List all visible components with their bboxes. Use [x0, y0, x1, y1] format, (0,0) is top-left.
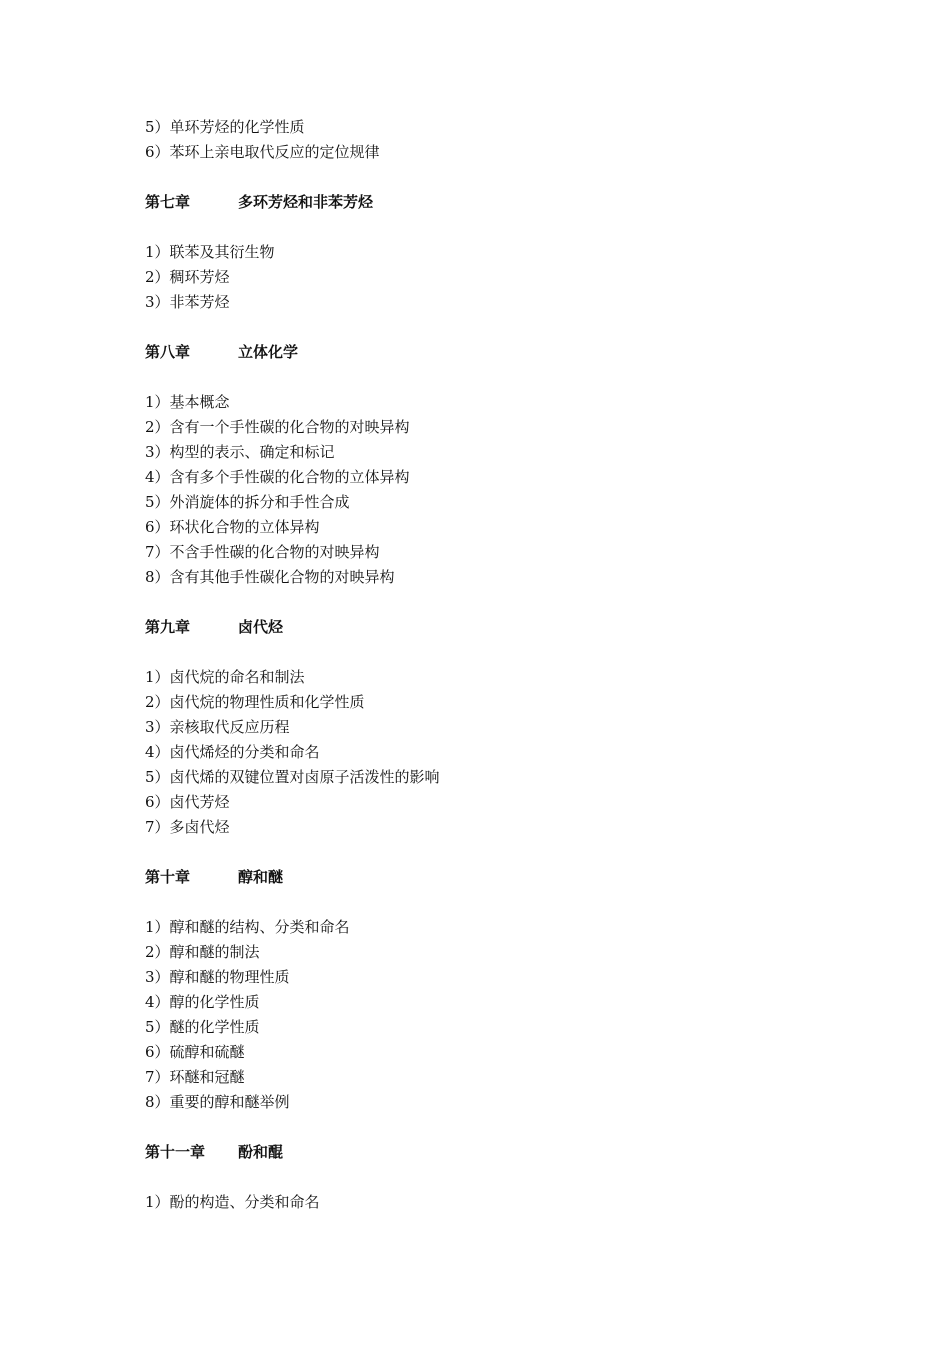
chapter-number: 第八章 — [145, 343, 191, 361]
list-item: 8）含有其他手性碳化合物的对映异构 — [145, 568, 395, 586]
list-item: 7）不含手性碳的化合物的对映异构 — [145, 543, 380, 561]
chapter-number: 第九章 — [145, 618, 191, 636]
list-item: 6）苯环上亲电取代反应的定位规律 — [145, 143, 380, 161]
chapter-title: 醇和醚 — [238, 868, 284, 886]
chapter-number: 第十章 — [145, 868, 191, 886]
list-item: 6）环状化合物的立体异构 — [145, 518, 320, 536]
list-item: 7）多卤代烃 — [145, 818, 230, 836]
list-item: 1）酚的构造、分类和命名 — [145, 1193, 320, 1211]
chapter-heading — [145, 1142, 284, 1162]
list-item: 5）外消旋体的拆分和手性合成 — [145, 493, 350, 511]
chapter-title: 酚和醌 — [238, 1143, 284, 1161]
list-item: 2）醇和醚的制法 — [145, 943, 260, 961]
list-item: 6）卤代芳烃 — [145, 793, 230, 811]
list-item: 1）联苯及其衍生物 — [145, 243, 275, 261]
chapter-number: 第十一章 — [145, 1143, 206, 1161]
list-item: 4）卤代烯烃的分类和命名 — [145, 743, 320, 761]
list-item: 6）硫醇和硫醚 — [145, 1043, 245, 1061]
list-item: 3）亲核取代反应历程 — [145, 718, 290, 736]
list-item: 1）醇和醚的结构、分类和命名 — [145, 918, 350, 936]
list-item: 7）环醚和冠醚 — [145, 1068, 245, 1086]
list-item: 2）卤代烷的物理性质和化学性质 — [145, 693, 365, 711]
list-item: 4）含有多个手性碳的化合物的立体异构 — [145, 468, 410, 486]
chapter-heading — [145, 617, 284, 637]
list-item: 2）稠环芳烃 — [145, 268, 230, 286]
list-item: 8）重要的醇和醚举例 — [145, 1093, 290, 1111]
list-item: 1）基本概念 — [145, 393, 230, 411]
chapter-heading — [145, 867, 284, 887]
list-item: 3）醇和醚的物理性质 — [145, 968, 290, 986]
chapter-heading — [145, 192, 374, 212]
list-item: 3）非苯芳烃 — [145, 293, 230, 311]
list-item: 4）醇的化学性质 — [145, 993, 260, 1011]
list-item: 2）含有一个手性碳的化合物的对映异构 — [145, 418, 410, 436]
chapter-title: 多环芳烃和非苯芳烃 — [238, 193, 374, 211]
chapter-number: 第七章 — [145, 193, 191, 211]
list-item: 5）卤代烯的双键位置对卤原子活泼性的影响 — [145, 768, 440, 786]
list-item: 1）卤代烷的命名和制法 — [145, 668, 305, 686]
list-item: 3）构型的表示、确定和标记 — [145, 443, 335, 461]
chapter-title: 立体化学 — [238, 343, 299, 361]
chapter-title: 卤代烃 — [238, 618, 284, 636]
chapter-heading — [145, 342, 299, 362]
list-item: 5）单环芳烃的化学性质 — [145, 118, 305, 136]
list-item: 5）醚的化学性质 — [145, 1018, 260, 1036]
